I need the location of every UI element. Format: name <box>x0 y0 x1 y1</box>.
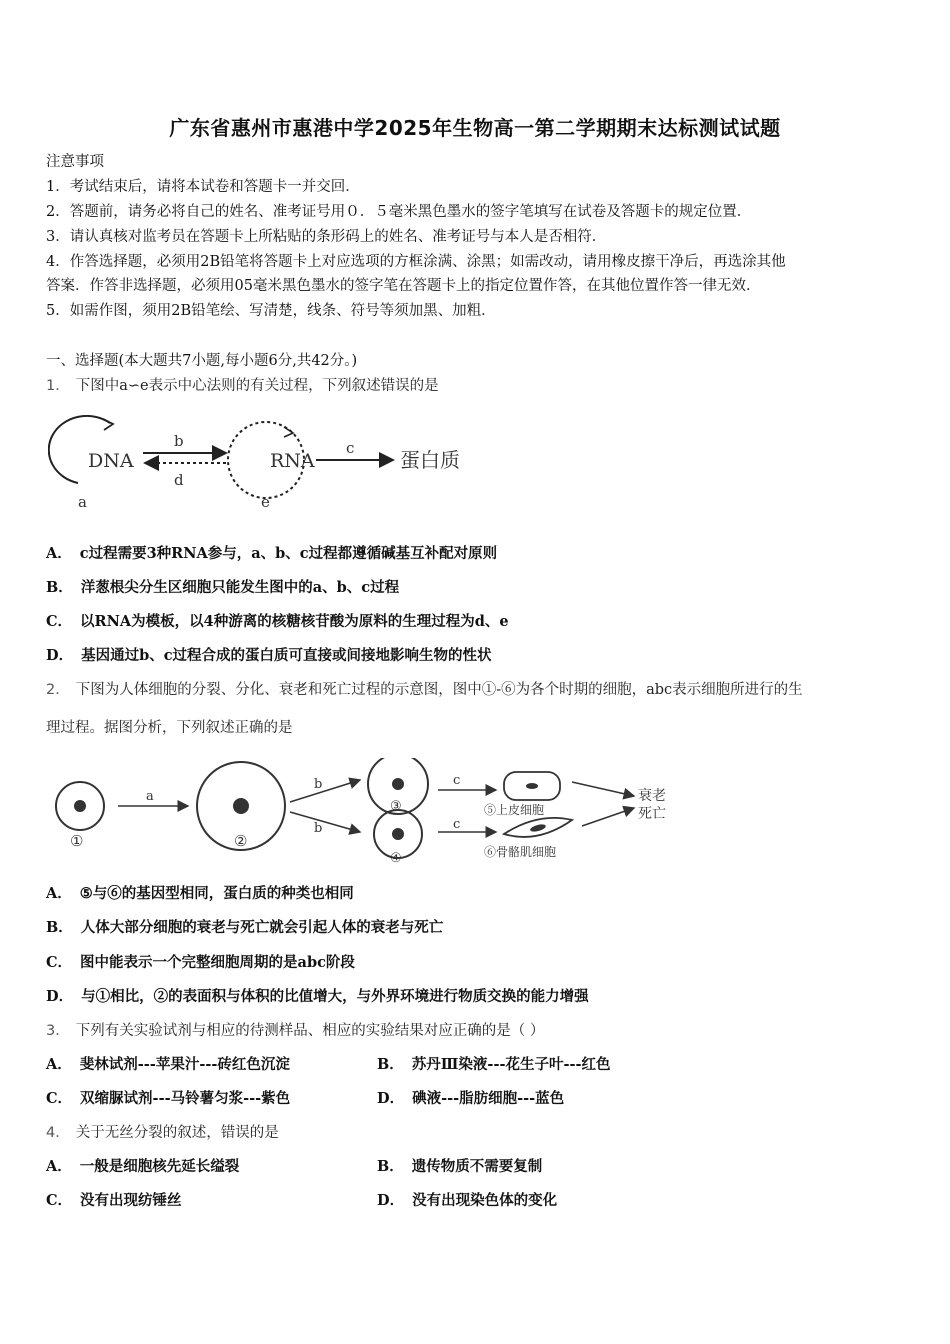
label-d: d <box>174 471 184 489</box>
label-b-up: b <box>314 777 323 792</box>
option-a: A． ⑤与⑥的基因型相同，蛋白质的种类也相同 <box>46 885 354 902</box>
question-number: 3． <box>46 1023 70 1039</box>
question-4-stem <box>46 1123 279 1143</box>
label-c-down: c <box>453 817 461 832</box>
notice-item: 1．考试结束后，请将本试卷和答题卡一并交回． <box>46 179 360 195</box>
option-d: D． 没有出现染色体的变化 <box>377 1192 558 1209</box>
cell-3-label: ③ <box>390 799 402 814</box>
cell-5-label: ⑤上皮细胞 <box>484 803 545 817</box>
option-c: C． 没有出现纺锤丝 <box>46 1192 182 1209</box>
question-2-stem-cont: 理过程。据图分析，下列叙述正确的是 <box>46 720 293 736</box>
label-e: e <box>261 493 270 511</box>
option-d: D． 碘液---脂肪细胞---蓝色 <box>377 1090 565 1107</box>
notice-item: 3．请认真核对监考员在答题卡上所粘贴的条形码上的姓名、准考证号与本人是否相符． <box>46 229 607 245</box>
option-a: A． 一般是细胞核先延长缢裂 <box>46 1158 240 1175</box>
cell-process-figure <box>48 758 688 868</box>
notice-heading: 注意事项 <box>46 154 104 170</box>
question-3-stem <box>46 1021 544 1041</box>
option-d: D． 基因通过b、c过程合成的蛋白质可直接或间接地影响生物的性状 <box>46 647 492 664</box>
central-dogma-figure <box>48 415 473 515</box>
option-b: B． 人体大部分细胞的衰老与死亡就会引起人体的衰老与死亡 <box>46 919 444 936</box>
option-a: A． 斐林试剂---苹果汁---砖红色沉淀 <box>46 1056 290 1073</box>
cell-2-label: ② <box>234 832 248 850</box>
cell-4-label: ④ <box>390 851 402 866</box>
question-number: 2． <box>46 682 70 698</box>
aging-label: 衰老 <box>638 788 666 804</box>
question-2-stem <box>46 680 803 700</box>
label-a: a <box>146 789 154 804</box>
option-c: C． 图中能表示一个完整细胞周期的是abc阶段 <box>46 954 355 971</box>
protein-label: 蛋白质 <box>400 448 460 472</box>
option-b: B． 苏丹Ⅲ染液---花生子叶---红色 <box>377 1056 611 1073</box>
option-c: C． 双缩脲试剂---马铃薯匀浆---紫色 <box>46 1090 291 1107</box>
notice-item: 答案．作答非选择题，必须用05毫米黑色墨水的签字笔在答题卡上的指定位置作答，在其他位置作答一律无效． <box>46 278 761 294</box>
question-number: 1． <box>46 378 70 394</box>
death-label: 死亡 <box>638 806 666 822</box>
label-b: b <box>174 432 184 450</box>
notice-item: 5．如需作图，须用2B铅笔绘、写清楚，线条、符号等须加黑、加粗． <box>46 303 496 319</box>
question-number: 4． <box>46 1125 70 1141</box>
label-b-down: b <box>314 821 323 836</box>
section-heading: 一、选择题(本大题共7小题,每小题6分,共42分。) <box>46 353 358 369</box>
question-text: 下图中a∽e表示中心法则的有关过程，下列叙述错误的是 <box>75 378 439 394</box>
question-text: 关于无丝分裂的叙述，错误的是 <box>75 1125 279 1141</box>
question-1-stem <box>46 376 439 396</box>
option-d: D． 与①相比，②的表面积与体积的比值增大，与外界环境进行物质交换的能力增强 <box>46 988 589 1005</box>
cell-6-label: ⑥骨骼肌细胞 <box>484 845 557 859</box>
notice-item: 4．作答选择题，必须用2B铅笔将答题卡上对应选项的方框涂满、涂黑；如需改动，请用橡皮擦干净后，再选涂其他 <box>46 254 786 270</box>
dna-label: DNA <box>88 450 134 472</box>
label-c: c <box>346 439 355 457</box>
page-title: 广东省惠州市惠港中学2025年生物高一第二学期期末达标测试试题 <box>169 116 781 140</box>
cell-1-label: ① <box>70 832 84 850</box>
question-text: 下列有关实验试剂与相应的待测样品、相应的实验结果对应正确的是（ ） <box>75 1023 545 1039</box>
option-a: A． c过程需要3种RNA参与，a、b、c过程都遵循碱基互补配对原则 <box>46 545 498 562</box>
option-b: B． 洋葱根尖分生区细胞只能发生图中的a、b、c过程 <box>46 579 400 596</box>
rna-label: RNA <box>270 450 315 472</box>
option-c: C． 以RNA为模板，以4种游离的核糖核苷酸为原料的生理过程为d、e <box>46 613 509 630</box>
label-a: a <box>78 493 87 511</box>
question-text: 下图为人体细胞的分裂、分化、衰老和死亡过程的示意图，图中①-⑥为各个时期的细胞，abc表示细胞所进行的生 <box>75 682 803 698</box>
label-c-up: c <box>453 773 461 788</box>
option-b: B． 遗传物质不需要复制 <box>377 1158 543 1175</box>
notice-item: 2．答题前，请务必将自己的姓名、准考证号用０．５毫米黑色墨水的签字笔填写在试卷及答题卡的规定位置． <box>46 204 752 220</box>
